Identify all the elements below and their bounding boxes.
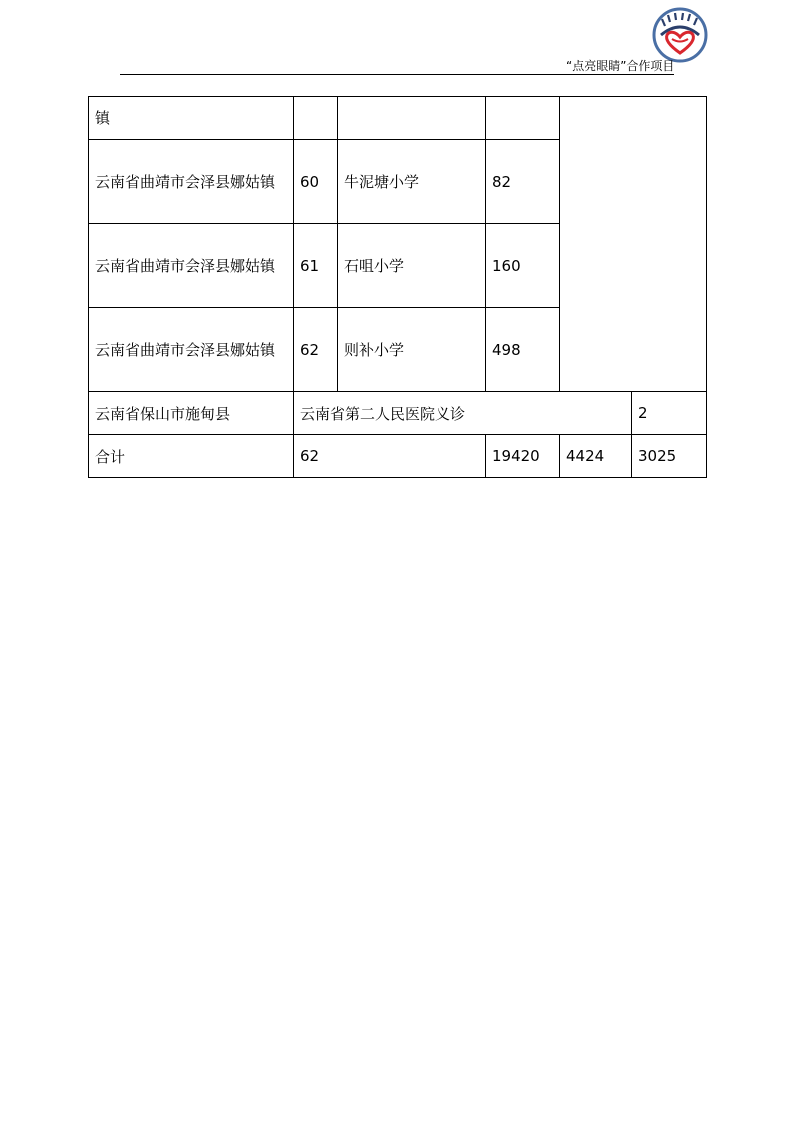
total-col3-cell: 19420 <box>486 435 560 478</box>
location-cell: 云南省曲靖市会泽县娜姑镇 <box>89 308 294 392</box>
total-row <box>89 435 707 478</box>
school-cell: 牛泥塘小学 <box>338 140 486 224</box>
merged-blank-cell <box>560 97 707 392</box>
count-cell: 82 <box>486 140 560 224</box>
location-cell: 镇 <box>89 97 294 140</box>
header-divider <box>120 74 674 75</box>
index-cell: 61 <box>294 224 338 308</box>
total-schools-cell: 62 <box>294 435 486 478</box>
count-cell: 498 <box>486 308 560 392</box>
project-logo <box>651 6 709 64</box>
hospital-row <box>89 392 707 435</box>
location-cell: 云南省保山市施甸县 <box>89 392 294 435</box>
hospital-value-cell: 2 <box>632 392 707 435</box>
total-label-cell: 合计 <box>89 435 294 478</box>
count-cell: 160 <box>486 224 560 308</box>
header-project-title: “点亮眼睛”合作项目 <box>566 59 675 73</box>
index-cell: 60 <box>294 140 338 224</box>
total-col4-cell: 4424 <box>560 435 632 478</box>
location-cell: 云南省曲靖市会泽县娜姑镇 <box>89 224 294 308</box>
location-cell: 云南省曲靖市会泽县娜姑镇 <box>89 140 294 224</box>
index-cell <box>294 97 338 140</box>
hospital-name-cell: 云南省第二人民医院义诊 <box>294 392 632 435</box>
index-cell: 62 <box>294 308 338 392</box>
school-cell: 石咀小学 <box>338 224 486 308</box>
total-col5-cell: 3025 <box>632 435 707 478</box>
school-cell <box>338 97 486 140</box>
table-row <box>89 97 707 140</box>
statistics-table <box>88 96 707 478</box>
count-cell <box>486 97 560 140</box>
school-cell: 则补小学 <box>338 308 486 392</box>
